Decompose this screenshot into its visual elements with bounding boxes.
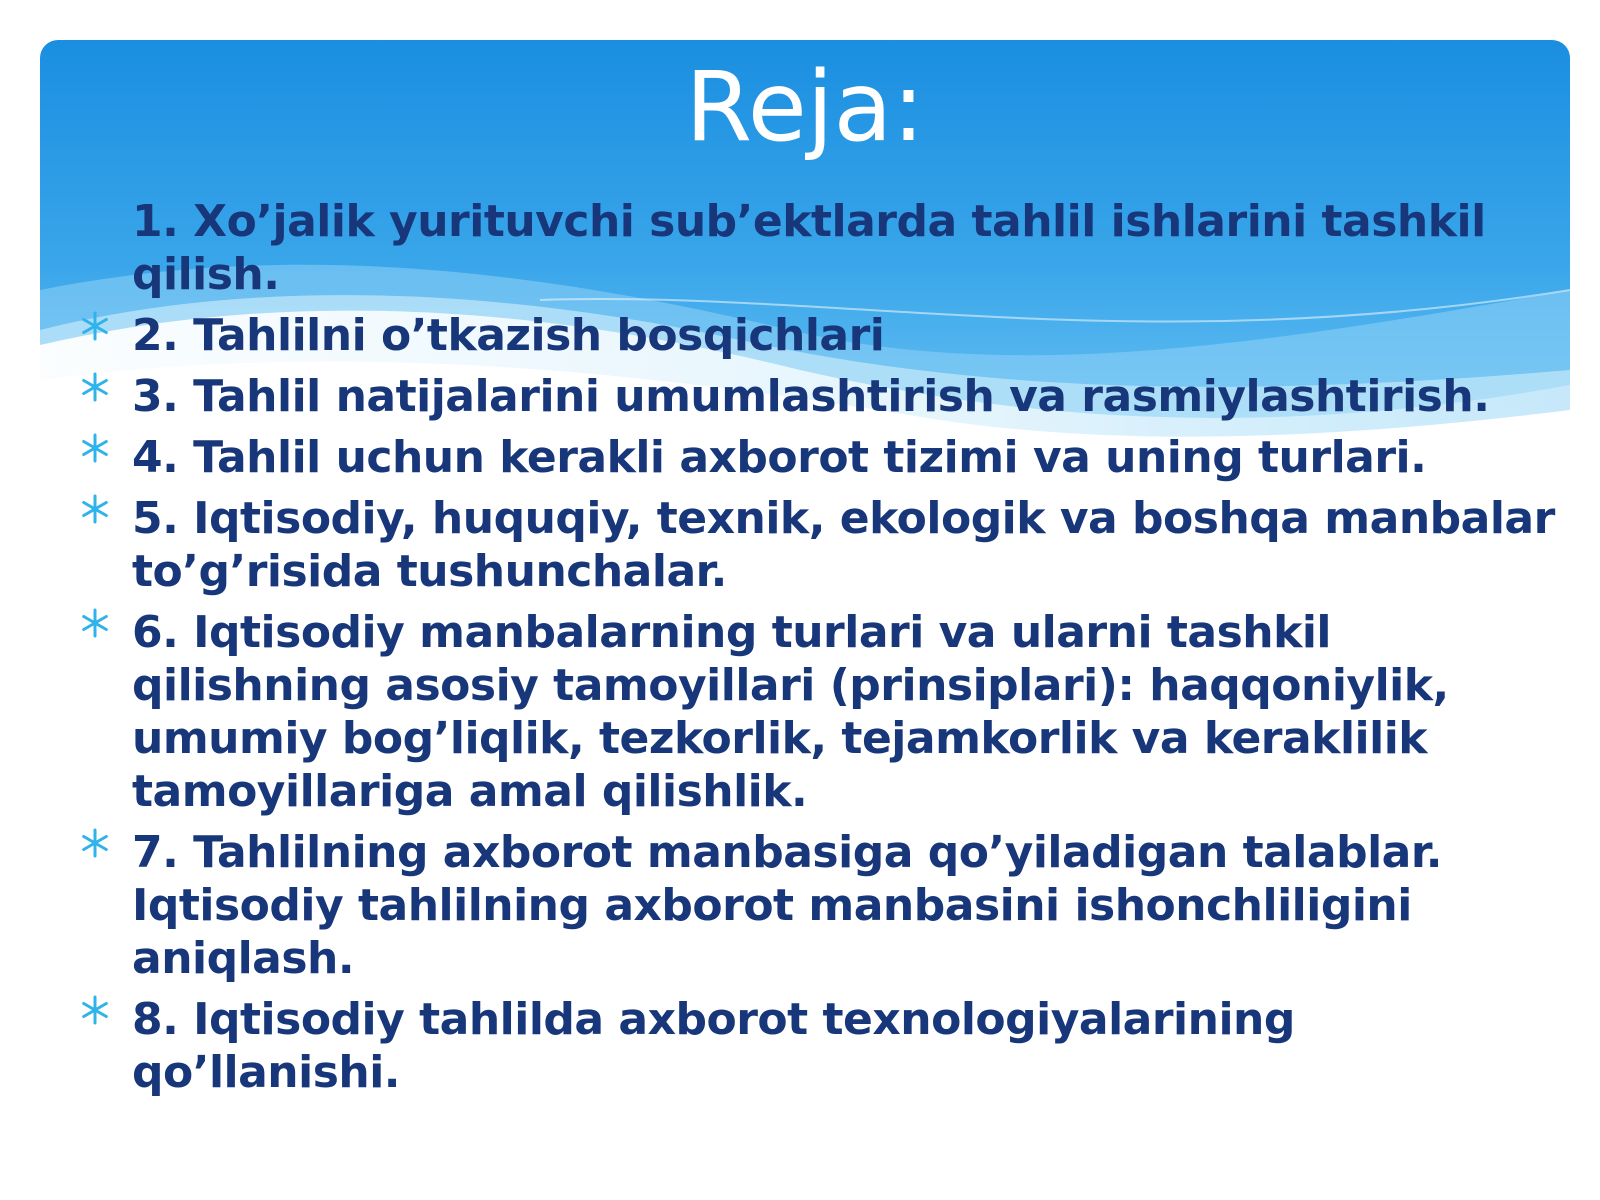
list-item xyxy=(0,195,1600,301)
asterisk-icon xyxy=(80,372,110,402)
asterisk-icon xyxy=(80,995,110,1025)
slide-title: Reja: xyxy=(685,51,925,163)
list-item xyxy=(0,993,1600,1099)
list-item-text: 5. Iqtisodiy, huquqiy, texnik, ekologik va boshqa manbalar to’g’risida tushunchalar. xyxy=(132,493,1555,597)
plan-list xyxy=(0,195,1600,1107)
list-item-text: 1. Xo’jalik yurituvchi sub’ektlarda tahlil ishlarini tashkil qilish. xyxy=(132,196,1486,300)
list-item-text: 3. Tahlil natijalarini umumlashtirish va rasmiylashtirish. xyxy=(132,371,1490,422)
list-item-text: 7. Tahlilning axborot manbasiga qo’yiladigan talablar. Iqtisodiy tahlilning axborot manbasini ishonchliligini aniqlash. xyxy=(132,827,1442,984)
list-item-text: 6. Iqtisodiy manbalarning turlari va ularni tashkil qilishning asosiy tamoyillari (prinsiplari): haqqoniylik, umumiy bog’liqlik, tezkorlik, tejamkorlik va keraklilik tamoyillariga amal qilishlik. xyxy=(132,607,1449,817)
list-item-text: 8. Iqtisodiy tahlilda axborot texnologiyalarining qo’llanishi. xyxy=(132,994,1295,1098)
list-item xyxy=(0,370,1600,423)
list-item-text: 4. Tahlil uchun kerakli axborot tizimi va uning turlari. xyxy=(132,432,1427,483)
asterisk-icon xyxy=(80,494,110,524)
asterisk-icon xyxy=(80,311,110,341)
list-item xyxy=(0,492,1600,598)
list-item xyxy=(0,606,1600,818)
list-item xyxy=(0,309,1600,362)
asterisk-icon xyxy=(80,608,110,638)
list-item-text: 2. Tahlilni o’tkazish bosqichlari xyxy=(132,310,885,361)
list-item xyxy=(0,431,1600,484)
asterisk-icon xyxy=(80,433,110,463)
asterisk-icon xyxy=(80,828,110,858)
list-item xyxy=(0,826,1600,985)
